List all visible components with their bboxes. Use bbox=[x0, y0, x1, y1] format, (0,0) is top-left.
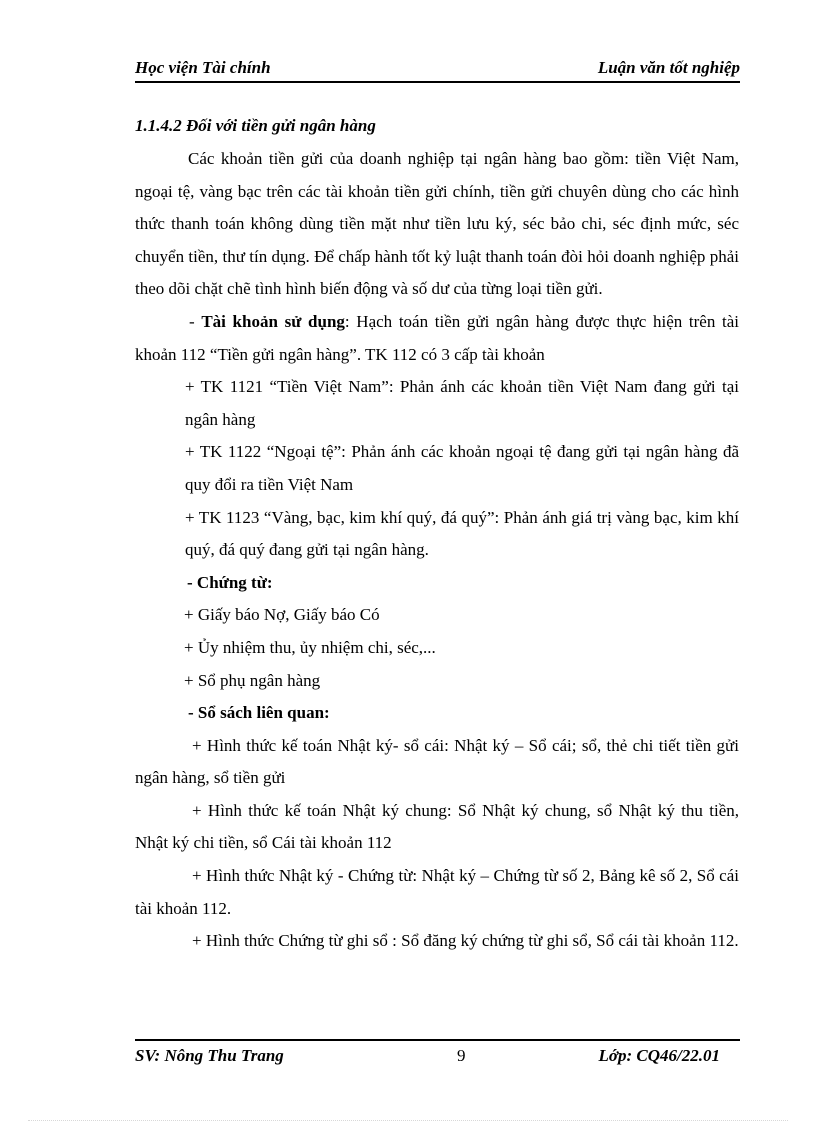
accounts-text: : Hạch toán tiền gửi ngân hàng được thực hiện trên tài khoản 112 “Tiền gửi ngân hàng”. TK 112 có 3 cấp tài khoản bbox=[135, 311, 739, 364]
class-code: Lớp: CQ46/22.01 bbox=[598, 1046, 720, 1065]
voucher-item: + Ủy nhiệm thu, ủy nhiệm chi, séc,... bbox=[184, 637, 436, 657]
account-item: + TK 1121 “Tiền Việt Nam”: Phản ánh các khoản tiền Việt Nam đang gửi tại ngân hàng bbox=[185, 377, 739, 429]
vouchers-label-text: - Chứng từ: bbox=[187, 572, 273, 592]
vouchers-label bbox=[135, 567, 739, 600]
accounts-prefix: - bbox=[189, 311, 202, 331]
accounts-paragraph bbox=[135, 306, 739, 371]
account-item: + TK 1123 “Vàng, bạc, kim khí quý, đá quý”: Phản ánh giá trị vàng bạc, kim khí quý, đá quý đang gửi tại ngân hàng. bbox=[185, 507, 739, 560]
institution-name: Học viện Tài chính bbox=[135, 58, 271, 77]
book-item: + Hình thức Nhật ký - Chứng từ: Nhật ký – Chứng từ số 2, Bảng kê số 2, Sổ cái tài khoản 112. bbox=[135, 866, 739, 918]
body-text bbox=[135, 143, 739, 958]
voucher-item: + Giấy báo Nợ, Giấy báo Có bbox=[184, 605, 380, 625]
books-label bbox=[135, 697, 739, 730]
page-number: 9 bbox=[457, 1046, 466, 1065]
page-header bbox=[135, 56, 740, 83]
book-item: + Hình thức Chứng từ ghi sổ : Sổ đăng ký chứng từ ghi sổ, Sổ cái tài khoản 112. bbox=[192, 931, 739, 951]
voucher-item: + Sổ phụ ngân hàng bbox=[184, 670, 321, 690]
intro-paragraph: Các khoản tiền gửi của doanh nghiệp tại ngân hàng bao gồm: tiền Việt Nam, ngoại tệ, vàng bạc trên các tài khoản tiền gửi chính, tiền gửi chuyên dùng cho các hình thức thanh toán không dùng tiền mặt như tiền lưu ký, séc bảo chi, séc định mức, séc chuyển tiền, thư tín dụng. Để chấp hành tốt kỷ luật thanh toán đòi hỏi doanh nghiệp phải theo dõi chặt chẽ tình hình biến động và số dư của từng loại tiền gửi. bbox=[135, 149, 739, 299]
book-item: + Hình thức kế toán Nhật ký- sổ cái: Nhật ký – Sổ cái; sổ, thẻ chi tiết tiền gửi ngân hàng, sổ tiền gửi bbox=[135, 735, 739, 788]
document-type: Luận văn tốt nghiệp bbox=[597, 58, 740, 77]
student-name: SV: Nông Thu Trang bbox=[135, 1046, 284, 1065]
page-footer bbox=[135, 1039, 740, 1071]
books-label-text: - Sổ sách liên quan: bbox=[188, 703, 330, 723]
section-heading: 1.1.4.2 Đối với tiền gửi ngân hàng bbox=[135, 116, 376, 135]
account-item: + TK 1122 “Ngoại tệ”: Phản ánh các khoản ngoại tệ đang gửi tại ngân hàng đã quy đổi ra tiền Việt Nam bbox=[185, 442, 739, 494]
book-item: + Hình thức kế toán Nhật ký chung: Sổ Nhật ký chung, sổ Nhật ký thu tiền, Nhật ký chi tiền, sổ Cái tài khoản 112 bbox=[135, 800, 739, 853]
page-bottom-divider bbox=[28, 1120, 788, 1121]
accounts-label: Tài khoản sử dụng bbox=[201, 311, 345, 331]
